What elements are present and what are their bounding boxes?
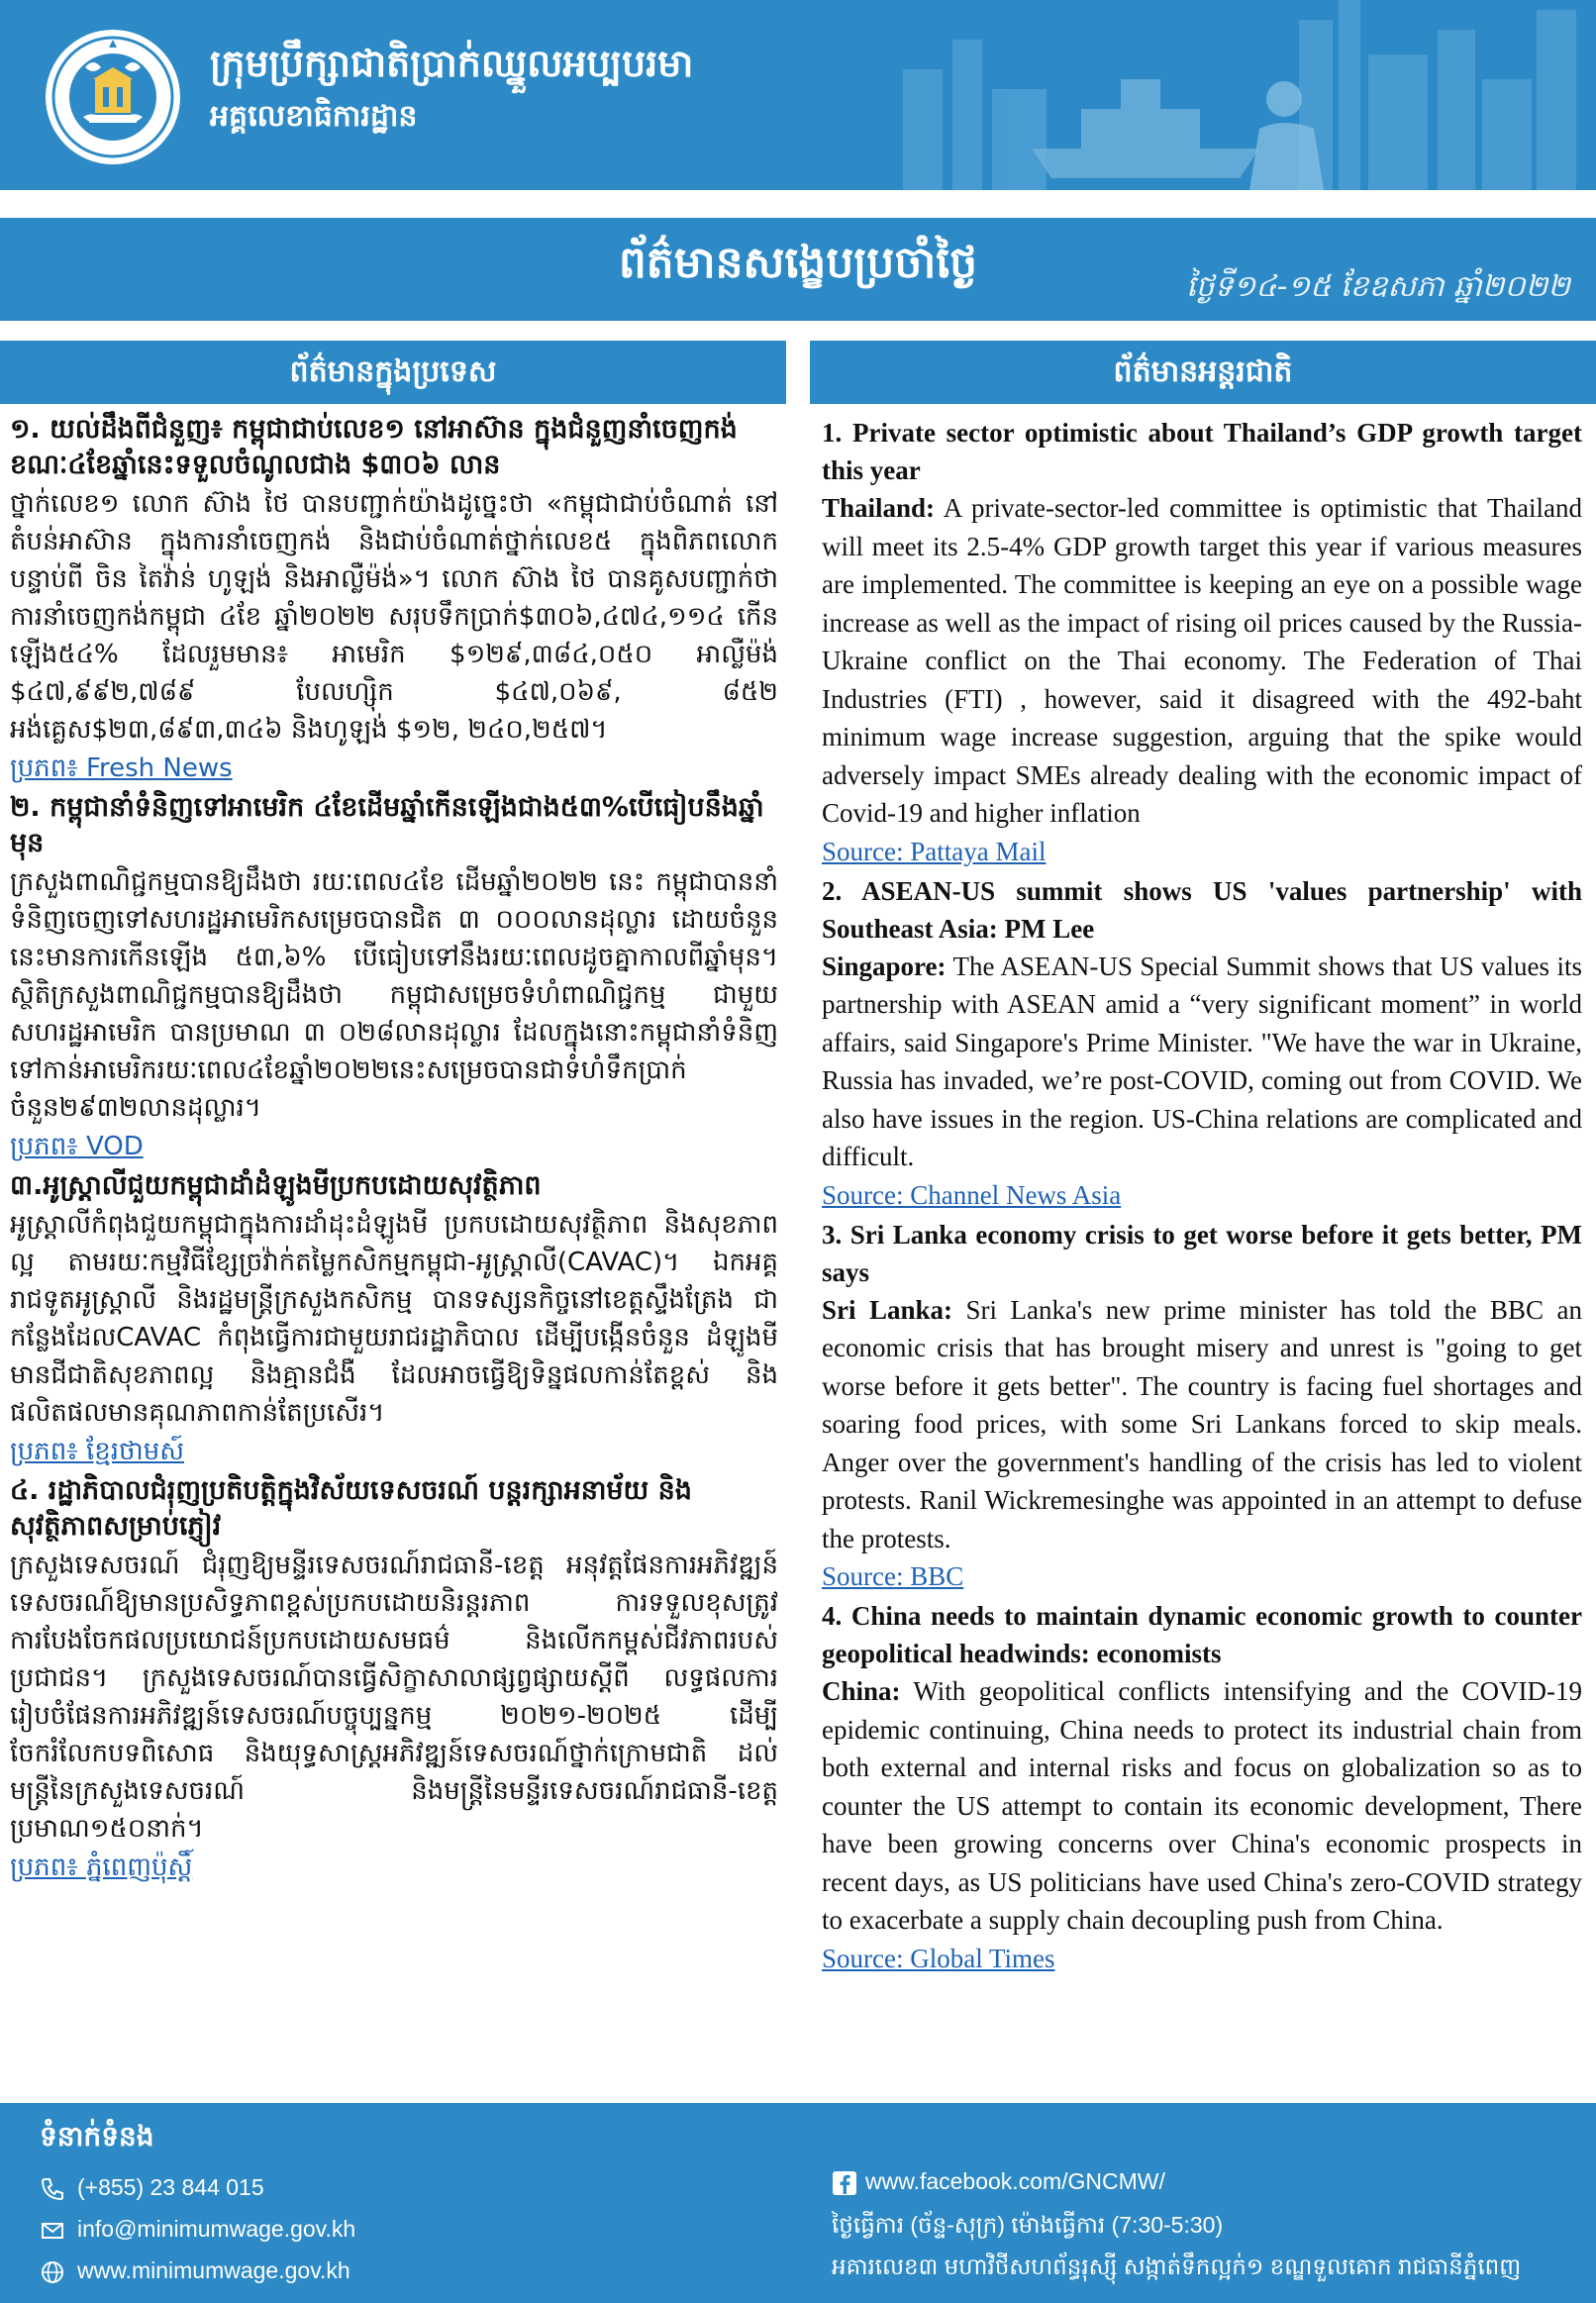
intl-item-3-source-link[interactable]: Source: BBC	[822, 1561, 964, 1591]
office-hours: ថ្ងៃធ្វើការ (ច័ន្ទ-សុក្រ) ម៉ោងធ្វើការ (7:30-5:30)	[832, 2212, 1224, 2238]
phone-icon	[40, 2176, 65, 2202]
phone-row	[40, 2174, 264, 2202]
domestic-item-4-body: ក្រសួងទេសចរណ៍ ជំរុញឱ្យមន្ទីរទេសចរណ៍រាជធានី-ខេត្ត អនុវត្តផែនការអភិវឌ្ឍន៍ទេសចរណ៍ឱ្យមានប្រសិទ្ធភាពខ្ពស់ប្រកបដោយនិរន្តរភាព ការទទួលខុសត្រូវ ការបែងចែកផលប្រយោជន៍ប្រកបដោយសមធម៌ និងលើកកម្ពស់ជីវភាពរបស់ប្រជាជន។ ក្រសួងទេសចរណ៍បានធ្វើសិក្ខាសាលាផ្សព្វផ្សាយស្ដីពី លទ្ធផលការរៀបចំផែនការអភិវឌ្ឍន៍ទេសចរណ៍បច្ចុប្បន្នកម្ម ២០២១-២០២៥ ដើម្បីចែករំលែកបទពិសោធ និងយុទ្ធសាស្ត្រអភិវឌ្ឍន៍ទេសចរណ៍ថ្នាក់ក្រោមជាតិ ដល់ មន្ត្រីនៃក្រសួងទេសចរណ៍ និងមន្ត្រីនៃមន្ទីរទេសចរណ៍រាជធានី-ខេត្ត ប្រមាណ១៥០នាក់។	[10, 1551, 778, 1844]
intl-item-1-text: A private-sector-led committee is optimistic that Thailand will meet its 2.5-4% GDP growth target this year if various measures are implemented. The committee is keeping an eye on a possible wage increase as well as the impact of rising oil prices caused by the Russia-Ukraine conflict on the Thai economy. The Federation of Thai Industries (FTI) , however, said it disagreed with the 492-baht minimum wage increase suggestion, arguing that the spike would adversely impact SMEs already dealing with the economic impact of Covid-19 and higher inflation	[822, 493, 1582, 828]
domestic-item-1-source-link[interactable]: ប្រភព៖ Fresh News	[10, 753, 233, 783]
domestic-item-4-source-link[interactable]: ប្រភព៖ ភ្នំពេញប៉ុស្តិ៍	[10, 1852, 193, 1882]
phone-number[interactable]: (+855) 23 844 015	[77, 2174, 264, 2200]
globe-icon	[40, 2259, 65, 2285]
international-news-heading: ព័ត៌មានអន្តរជាតិ	[810, 341, 1596, 404]
website-row	[40, 2257, 350, 2285]
intl-item-3-body	[822, 1291, 1582, 1558]
facebook-icon	[832, 2170, 857, 2196]
domestic-item-3-body: អូស្ត្រាលីកំពុងជួយកម្ពុជាក្នុងការដាំដុះដំឡូងមី ប្រកបដោយសុវត្ថិភាព និងសុខភាពល្អ តាមរយៈកម្មវិធីខ្សែច្រវ៉ាក់តម្លៃកសិកម្មកម្ពុជា-អូស្ត្រាលី(CAVAC)។ ឯកអគ្គរាជទូតអូស្ត្រាលី និងរដ្ឋមន្ត្រីក្រសួងកសិកម្ម បានទស្សនកិច្ចនៅខេត្តស្ទឹងត្រែង ជាកន្លែងដែលCAVAC កំពុងធ្វើការជាមួយរាជរដ្ឋាភិបាល ដើម្បីបង្កើនចំនួន ដំឡូងមីមានជីជាតិសុខភាពល្អ និងគ្មានជំងឺ ដែលអាចធ្វើឱ្យទិន្នផលកាន់តែខ្ពស់ និងផលិតផលមានគុណភាពកាន់តែប្រសើរ។	[10, 1210, 778, 1428]
intl-item-4-source-link[interactable]: Source: Global Times	[822, 1943, 1055, 1973]
intl-item-1-title: 1. Private sector optimistic about Thailand’s GDP growth target this year	[822, 418, 1582, 485]
council-seal-logo	[44, 28, 182, 166]
org-name: ក្រុមប្រឹក្សាជាតិប្រាក់ឈ្នួលអប្បបរមា	[210, 42, 694, 85]
contact-heading: ទំនាក់ទំនង	[40, 2120, 154, 2153]
intl-item-1-body	[822, 489, 1582, 833]
intl-item-2-title: 2. ASEAN-US summit shows US 'values partnership' with Southeast Asia: PM Lee	[822, 875, 1582, 944]
intl-item-1-source-link[interactable]: Source: Pattaya Mail	[822, 836, 1047, 866]
domestic-item-2-source-link[interactable]: ប្រភព៖ VOD	[10, 1132, 144, 1161]
domestic-item-4-title: ៤. រដ្ឋាភិបាលជំរុញប្រតិបត្តិក្នុងវិស័យទេសចរណ៍ បន្តរក្សាអនាម័យ និងសុវត្ថិភាពសម្រាប់ភ្ញៀវ	[10, 1475, 692, 1542]
contact-footer	[0, 2103, 1596, 2303]
intl-item-4-text: With geopolitical conflicts intensifying and the COVID-19 epidemic continuing, China needs to protect its industrial chain from both external and internal risks and focus on globalization so as to counter the US attempt to contain its economic development, There have been growing concerns over China's economic prospects in recent days, as US politicians have used China's zero-COVID strategy to exacerbate a supply chain decoupling push from China.	[822, 1676, 1582, 1935]
email-row	[40, 2216, 355, 2244]
intl-item-1-dateline: Thailand:	[822, 493, 936, 523]
domestic-item-2-body: ក្រសួងពាណិជ្ជកម្មបានឱ្យដឹងថា រយៈពេល៤ខែ ដើមឆ្នាំ២០២២ នេះ កម្ពុជាបាននាំទំនិញចេញទៅសហរដ្ឋអាមេរិកសម្រេចបានជិត ៣ ០០០លានដុល្លារ ដោយចំនួននេះមានការកើនឡើង ៥៣,៦% បើធៀបទៅនឹងរយៈពេលដូចគ្នាកាលពីឆ្នាំមុន។ ស្ថិតិក្រសួងពាណិជ្ជកម្មបានឱ្យដឹងថា កម្ពុជាសម្រេចទំហំពាណិជ្ជកម្ម ជាមួយសហរដ្ឋអាមេរិក បានប្រមាណ ៣ ០២៨លានដុល្លារ ដែលក្នុងនោះកម្ពុជានាំទំនិញទៅកាន់អាមេរិករយៈពេល៤ខែឆ្នាំ២០២២នេះសម្រេចបានជាទំហំទឹកប្រាក់ចំនួន២៩៣២លានដុល្លារ។	[10, 867, 778, 1123]
intl-item-3-dateline: Sri Lanka:	[822, 1294, 953, 1325]
title-bar	[0, 218, 1596, 321]
intl-item-2-source-link[interactable]: Source: Channel News Asia	[822, 1179, 1122, 1210]
intl-item-2-text: The ASEAN-US Special Summit shows that US values its partnership with ASEAN amid a “very significant moment” in world affairs, said Singapore's Prime Minister. "We have the war in Ukraine, Russia has invaded, we’re post-COVID, coming out from COVID. We also have issues in the region. US-China relations are complicated and difficult.	[822, 951, 1582, 1171]
intl-item-2-body	[822, 948, 1582, 1176]
facebook-link[interactable]: www.facebook.com/GNCMW/	[865, 2168, 1165, 2194]
org-subtitle: អគ្គលេខាធិការដ្ឋាន	[210, 99, 418, 134]
domestic-item-3-title: ៣.អូស្ត្រាលីជួយកម្ពុជាដាំដំឡូងមីប្រកបដោយសុវត្ថិភាព	[10, 1170, 542, 1201]
masthead	[0, 0, 1596, 190]
intl-item-4-body	[822, 1672, 1582, 1940]
intl-item-4-title: 4. China needs to maintain dynamic economic growth to counter geopolitical headwinds: economists	[822, 1601, 1582, 1668]
intl-item-3-title: 3. Sri Lanka economy crisis to get worse before it gets better, PM says	[822, 1219, 1582, 1287]
domestic-news-column	[0, 341, 786, 2099]
mail-icon	[40, 2218, 65, 2244]
website-link[interactable]: www.minimumwage.gov.kh	[77, 2257, 350, 2283]
international-news-column	[810, 341, 1596, 2099]
domestic-item-3-source-link[interactable]: ប្រភព៖ ខ្មែរថាមស៍	[10, 1437, 184, 1466]
intl-item-2-dateline: Singapore:	[822, 951, 947, 981]
facebook-row	[832, 2168, 1165, 2196]
page-title: ព័ត៌មានសង្ខេបប្រចាំថ្ងៃ	[618, 238, 978, 288]
intl-item-4-dateline: China:	[822, 1676, 901, 1706]
intl-item-3-text: Sri Lanka's new prime minister has told the BBC an economic crisis that has brought misery and unrest is "going to get worse before it gets better". The country is facing fuel shortages and soaring food prices, with some Sri Lankans forced to skip meals. Anger over the government's handling of the crisis has led to violent protests. Ranil Wickremesinghe was appointed in an attempt to defuse the protests.	[822, 1294, 1582, 1553]
domestic-item-1-title: ១. យល់ដឹងពីជំនួញ៖ កម្ពុជាជាប់លេខ១ នៅអាស៊ាន ក្នុងជំនួញនាំចេញកង់ ខណៈ៤ខែឆ្នាំនេះទទួលចំណូលជាង $៣០៦ លាន	[10, 414, 738, 480]
domestic-item-1-body: ថ្នាក់លេខ១ លោក ស៊ាង ថៃ បានបញ្ជាក់យ៉ាងដូច្នេះថា «កម្ពុជាជាប់ចំណាត់ នៅតំបន់អាស៊ាន ក្នុងការនាំចេញកង់ និងជាប់ចំណាត់ថ្នាក់លេខ៥ ក្នុងពិភពលោក បន្ទាប់ពី ចិន តៃវ៉ាន់ ហូឡង់ និងអាល្លឺម៉ង់»។ លោក ស៊ាង ថៃ បានគូសបញ្ជាក់ថា ការនាំចេញកង់កម្ពុជា ៤ខែ ឆ្នាំ២០២២ សរុបទឹកប្រាក់$៣០៦,៤៧៤,១១៤ កើនឡើង៥៤% ដែលរួមមាន៖ អាមេរិក $១២៩,៣៨៤,០៥០ អាល្លឺម៉ង់ $៤៧,៩៩២,៧៨៩ បែលហ្ស៊ិក $៤៧,០៦៩, ៨៥២ អង់គ្លេស$២៣,៨៩៣,៣៤៦ និងហូឡង់ $១២, ២៤០,២៥៧។	[10, 489, 778, 745]
domestic-news-heading: ព័ត៌មានក្នុងប្រទេស	[0, 341, 786, 404]
issue-date: ថ្ងៃទី១៤-១៥ ខែឧសភា ឆ្នាំ២០២២	[1185, 269, 1570, 304]
domestic-item-2-title: ២. កម្ពុជានាំទំនិញទៅអាមេរិក ៤ខែដើមឆ្នាំកើនឡើងជាង៥៣%បើធៀបនឹងឆ្នាំមុន	[10, 792, 764, 858]
email-address[interactable]: info@minimumwage.gov.kh	[77, 2216, 356, 2242]
skyline-banner-image	[784, 0, 1596, 190]
office-address: អគារលេខ៣ មហាវិថីសហព័ន្ធរុស្ស៊ី សង្កាត់ទឹកល្អក់១ ខណ្ឌទួលគោក រាជធានីភ្នំពេញ	[832, 2253, 1522, 2279]
